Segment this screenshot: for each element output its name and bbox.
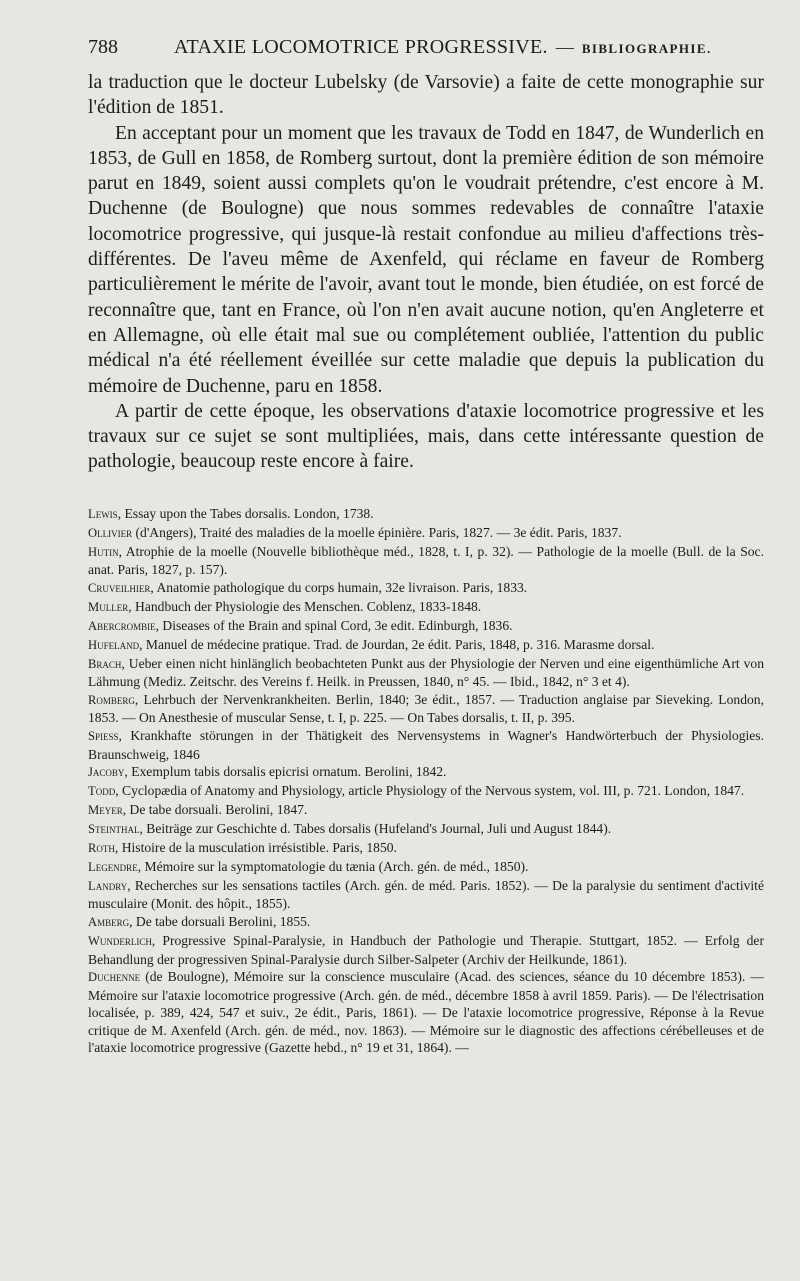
- paragraph: A partir de cette époque, les observations d'ataxie locomotrice progressive et les travaux sur ce sujet se sont multipliées, mais, dans cette intéressante question de pathologie, beaucoup reste encore à faire.: [88, 400, 764, 473]
- bib-text: (d'Angers), Traité des maladies de la moelle épinière. Paris, 1827. — 3e édit. Paris, 1837.: [132, 524, 622, 540]
- bib-author: Muller: [88, 599, 129, 614]
- bib-text: , Cyclopædia of Anatomy and Physiology, article Physiology of the Nervous system, vol. III, p. 721. London, 1847.: [115, 783, 745, 799]
- bib-text: , Manuel de médecine pratique. Trad. de Jourdan, 2e édit. Paris, 1848, p. 316. Marasme dorsal.: [139, 636, 655, 652]
- paragraph: En acceptant pour un moment que les travaux de Todd en 1847, de Wunderlich en 1853, de Gull en 1858, de Romberg surtout, dont la première édition de son mémoire parut en 1849, soient aussi complets qu'on le voudrait prétendre, c'est encore à M. Duchenne (de Boulogne) que nous sommes redevables de connaître l'ataxie locomotrice progressive, qui jusque-là restait confondue au milieu d'affections très-différentes. De l'aveu même de Axenfeld, qui réclame en faveur de Romberg particulièrement le mérite de l'avoir, avant tout le monde, bien étudiée, on est forcé de reconnaître que, tant en France, où l'on n'en avait aucune notion, qu'en Angleterre et en Allemagne, où elle était mal sue ou complétement oubliée, l'attention du public médical n'a été réellement éveillée sur cette maladie que depuis la publication du mémoire de Duchenne, paru en 1858.: [88, 122, 764, 397]
- bibliography-entry: [88, 858, 764, 876]
- bibliography-entry: [88, 839, 764, 857]
- bibliography-entry: [88, 968, 764, 1056]
- bib-author: Ollivier: [88, 525, 133, 540]
- bibliography-entry: [88, 524, 764, 542]
- bib-author: Meyer: [88, 803, 123, 818]
- bib-author: Roth: [88, 841, 115, 856]
- bib-author: Cruveilhier: [88, 580, 151, 595]
- bibliography-entry: [88, 579, 764, 597]
- bib-author: Steinthal: [88, 822, 140, 837]
- bibliography-entry: [88, 801, 764, 819]
- bibliography-entry: [88, 913, 764, 931]
- bib-text: (de Boulogne), Mémoire sur la conscience musculaire (Acad. des sciences, séance du 10 décembre 1853). — Mémoire sur l'ataxie locomotrice progressive (Arch. gén. de méd., décembre 1858 à avril 1859. Paris). — De l'électrisation localisée, p. 389, 424, 547 et suiv., 2e édit., Paris, 1861). — De l'ataxie locomotrice progressive, Réponse à la Revue critique de M. Axenfeld (Arch. gén. de méd., nov. 1863). — Mémoire sur le diagnostic des affections cérébelleuses et de l'ataxie locomotrice progressive (Gazette hebd., n° 19 et 31, 1864). —: [88, 969, 764, 1056]
- bib-text: , Beiträge zur Geschichte d. Tabes dorsalis (Hufeland's Journal, Juli und August 1844).: [139, 821, 612, 837]
- bib-author: Hufeland: [88, 637, 140, 652]
- bib-author: Hutin: [88, 544, 119, 559]
- bib-text: , De tabe dorsuali Berolini, 1855.: [129, 914, 311, 930]
- bibliography-entry: [88, 636, 764, 654]
- running-head: [88, 36, 764, 64]
- bib-text: , Mémoire sur la symptomatologie du tænia (Arch. gén. de méd., 1850).: [137, 858, 529, 874]
- bib-author: Landry: [88, 878, 128, 893]
- bib-text: , Exemplum tabis dorsalis epicrisi ornatum. Berolini, 1842.: [124, 764, 447, 780]
- bib-author: Jacoby: [88, 765, 125, 780]
- bib-text: , Atrophie de la moelle (Nouvelle bibliothèque méd., 1828, t. I, p. 32). — Pathologie de la moelle (Bull. de la Soc. anat. Paris, 1827, p. 157).: [88, 543, 764, 577]
- bibliography-entry: [88, 820, 764, 838]
- paragraph: la traduction que le docteur Lubelsky (de Varsovie) a faite de cette monographie sur l'édition de 1851.: [88, 72, 764, 119]
- bib-author: Duchenne: [88, 970, 141, 985]
- bibliography-entry: [88, 617, 764, 635]
- body-text: [88, 70, 764, 475]
- bibliography-entry: [88, 505, 764, 523]
- bibliography-entry: [88, 782, 764, 800]
- bib-author: Romberg: [88, 692, 135, 707]
- bib-text: , Essay upon the Tabes dorsalis. London, 1738.: [117, 505, 374, 521]
- bibliography-entry: [88, 598, 764, 616]
- bib-text: , Histoire de la musculation irrésistible. Paris, 1850.: [114, 840, 397, 856]
- bib-text: , Lehrbuch der Nervenkrankheiten. Berlin, 1840; 3e édit., 1857. — Traduction anglaise par Sieveking. London, 1853. — On Anesthesie of muscular Sense, t. I, p. 225. — On Tabes dorsalis, t. II, p. 395.: [88, 691, 764, 726]
- bib-author: Brach: [88, 656, 122, 671]
- bib-text: , Progressive Spinal-Paralysie, in Handbuch der Pathologie und Therapie. Stuttgart, 1852. — Erfolg der Behandlung der progressiven Spinal-Paralysie durch Silber-Salpeter (Archiv der Heilkunde, 1861).: [88, 933, 764, 967]
- bib-text: , Ueber einen nicht hinlänglich beobachteten Punkt aus der Physiologie der Nerven und eine eigenthümliche Art von Lähmung (Mediz. Zeitschr. des Vereins f. Heilk. in Preussen, 1840, n° 45. — Ibid., 1842, n° 3 et 4).: [88, 655, 764, 689]
- header-separator: —: [555, 37, 574, 57]
- bib-author: Legendre: [88, 859, 138, 874]
- bibliography: [88, 505, 764, 1057]
- bib-author: Lewis: [88, 506, 118, 521]
- bib-text: , Handbuch der Physiologie des Menschen. Coblenz, 1833-1848.: [128, 598, 482, 614]
- bibliography-entry: [88, 932, 764, 968]
- bib-text: , Recherches sur les sensations tactiles (Arch. gén. de méd. Paris. 1852). — De la paralysie du sentiment d'activité musculaire (Monit. des hôpit., 1855).: [88, 877, 764, 912]
- bibliography-entry: [88, 655, 764, 691]
- bib-author: Todd: [88, 784, 116, 799]
- bib-author: Spiess: [88, 729, 119, 744]
- bibliography-entry: [88, 727, 764, 763]
- page-number: 788: [88, 36, 118, 58]
- header-subtitle: BIBLIOGRAPHIE.: [581, 41, 712, 56]
- bibliography-entry: [88, 877, 764, 913]
- header-title: ATAXIE LOCOMOTRICE PROGRESSIVE.: [174, 36, 548, 58]
- bib-text: , Krankhafte störungen in der Thätigkeit des Nervensystems in Wagner's Handwörterbuch der Physiologies. Braunschweig, 1846: [88, 728, 764, 762]
- bibliography-entry: [88, 691, 764, 727]
- bib-text: , Diseases of the Brain and spinal Cord, 3e edit. Edinburgh, 1836.: [155, 617, 513, 633]
- bib-author: Amberg: [88, 915, 130, 930]
- bib-text: , De tabe dorsuali. Berolini, 1847.: [122, 802, 308, 818]
- bib-author: Wunderlich: [88, 934, 152, 949]
- bib-author: Abercrombie: [88, 618, 156, 633]
- bibliography-entry: [88, 543, 764, 579]
- bibliography-entry: [88, 763, 764, 781]
- bib-text: , Anatomie pathologique du corps humain, 32e livraison. Paris, 1833.: [150, 579, 528, 595]
